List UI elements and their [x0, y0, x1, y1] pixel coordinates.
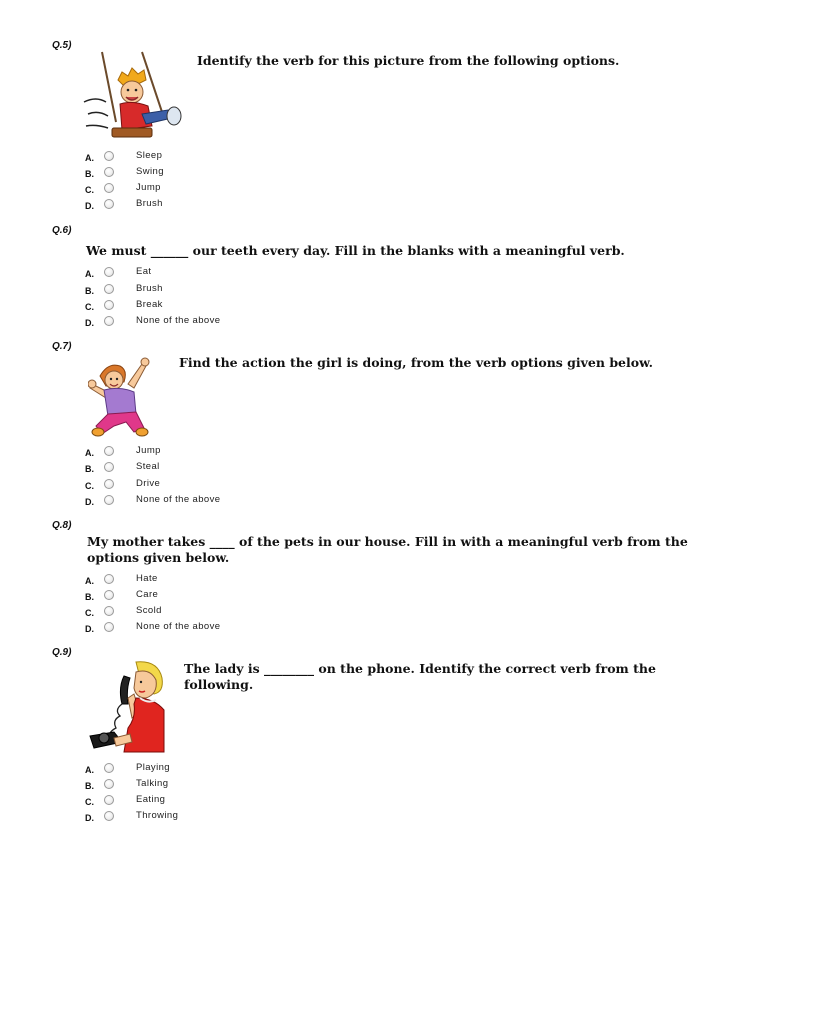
radio-button[interactable]	[104, 779, 114, 789]
option-a[interactable]	[85, 574, 385, 588]
option-c[interactable]	[85, 479, 385, 493]
option-label: None of the above	[136, 494, 221, 505]
option-label: Eat	[136, 266, 152, 277]
question-text-line-1: My mother takes ____ of the pets in our house. Fill in with a meaningful verb from the	[87, 534, 688, 549]
option-letter: D.	[85, 813, 94, 823]
option-label: Eating	[136, 794, 166, 805]
option-b[interactable]	[85, 284, 385, 298]
option-label: None of the above	[136, 315, 221, 326]
option-letter: A.	[85, 576, 94, 586]
option-a[interactable]	[85, 267, 385, 281]
radio-button[interactable]	[104, 300, 114, 310]
option-label: Scold	[136, 605, 162, 616]
option-label: Break	[136, 299, 163, 310]
option-letter: B.	[85, 169, 94, 179]
radio-button[interactable]	[104, 267, 114, 277]
option-label: Jump	[136, 445, 161, 456]
option-letter: B.	[85, 592, 94, 602]
option-label: Hate	[136, 573, 158, 584]
lady-on-phone-illustration	[84, 658, 168, 754]
question-number: Q.7)	[52, 341, 72, 352]
option-letter: A.	[85, 765, 94, 775]
option-b[interactable]	[85, 167, 385, 181]
radio-button[interactable]	[104, 495, 114, 505]
option-letter: A.	[85, 269, 94, 279]
radio-button[interactable]	[104, 284, 114, 294]
option-label: Brush	[136, 198, 163, 209]
option-label: Jump	[136, 182, 161, 193]
option-c[interactable]	[85, 300, 385, 314]
radio-button[interactable]	[104, 199, 114, 209]
option-letter: C.	[85, 185, 94, 195]
option-a[interactable]	[85, 763, 385, 777]
option-letter: D.	[85, 497, 94, 507]
option-label: None of the above	[136, 621, 221, 632]
option-letter: C.	[85, 608, 94, 618]
question-number: Q.9)	[52, 647, 72, 658]
option-label: Drive	[136, 478, 161, 489]
radio-button[interactable]	[104, 606, 114, 616]
boy-on-swing-illustration	[82, 50, 188, 146]
option-letter: A.	[85, 153, 94, 163]
option-d[interactable]	[85, 199, 385, 213]
question-text-line-1: The lady is ________ on the phone. Identify the correct verb from the	[184, 661, 656, 676]
radio-button[interactable]	[104, 167, 114, 177]
radio-button[interactable]	[104, 811, 114, 821]
option-label: Sleep	[136, 150, 163, 161]
radio-button[interactable]	[104, 763, 114, 773]
option-letter: C.	[85, 302, 94, 312]
radio-button[interactable]	[104, 316, 114, 326]
option-a[interactable]	[85, 446, 385, 460]
question-text-line-2: options given below.	[87, 550, 230, 565]
radio-button[interactable]	[104, 446, 114, 456]
option-d[interactable]	[85, 622, 385, 636]
option-letter: C.	[85, 797, 94, 807]
option-c[interactable]	[85, 606, 385, 620]
option-letter: B.	[85, 286, 94, 296]
option-letter: C.	[85, 481, 94, 491]
radio-button[interactable]	[104, 479, 114, 489]
option-b[interactable]	[85, 462, 385, 476]
option-label: Talking	[136, 778, 169, 789]
option-label: Swing	[136, 166, 164, 177]
option-label: Playing	[136, 762, 170, 773]
option-d[interactable]	[85, 316, 385, 330]
option-label: Brush	[136, 283, 163, 294]
option-letter: B.	[85, 464, 94, 474]
option-letter: B.	[85, 781, 94, 791]
option-c[interactable]	[85, 183, 385, 197]
radio-button[interactable]	[104, 151, 114, 161]
radio-button[interactable]	[104, 622, 114, 632]
question-text: We must ______ our teeth every day. Fill in the blanks with a meaningful verb.	[86, 243, 625, 258]
radio-button[interactable]	[104, 462, 114, 472]
option-c[interactable]	[85, 795, 385, 809]
option-d[interactable]	[85, 495, 385, 509]
option-letter: D.	[85, 624, 94, 634]
question-number: Q.5)	[52, 40, 72, 51]
option-label: Steal	[136, 461, 160, 472]
question-text: Find the action the girl is doing, from the verb options given below.	[179, 355, 653, 370]
option-letter: D.	[85, 201, 94, 211]
option-letter: A.	[85, 448, 94, 458]
question-number: Q.8)	[52, 520, 72, 531]
option-label: Throwing	[136, 810, 179, 821]
option-letter: D.	[85, 318, 94, 328]
girl-jumping-illustration	[88, 354, 158, 442]
radio-button[interactable]	[104, 590, 114, 600]
radio-button[interactable]	[104, 183, 114, 193]
option-d[interactable]	[85, 811, 385, 825]
option-a[interactable]	[85, 151, 385, 165]
option-b[interactable]	[85, 779, 385, 793]
question-number: Q.6)	[52, 225, 72, 236]
question-text: Identify the verb for this picture from the following options.	[197, 53, 620, 68]
radio-button[interactable]	[104, 574, 114, 584]
radio-button[interactable]	[104, 795, 114, 805]
option-b[interactable]	[85, 590, 385, 604]
option-label: Care	[136, 589, 159, 600]
question-text-line-2: following.	[184, 677, 254, 692]
